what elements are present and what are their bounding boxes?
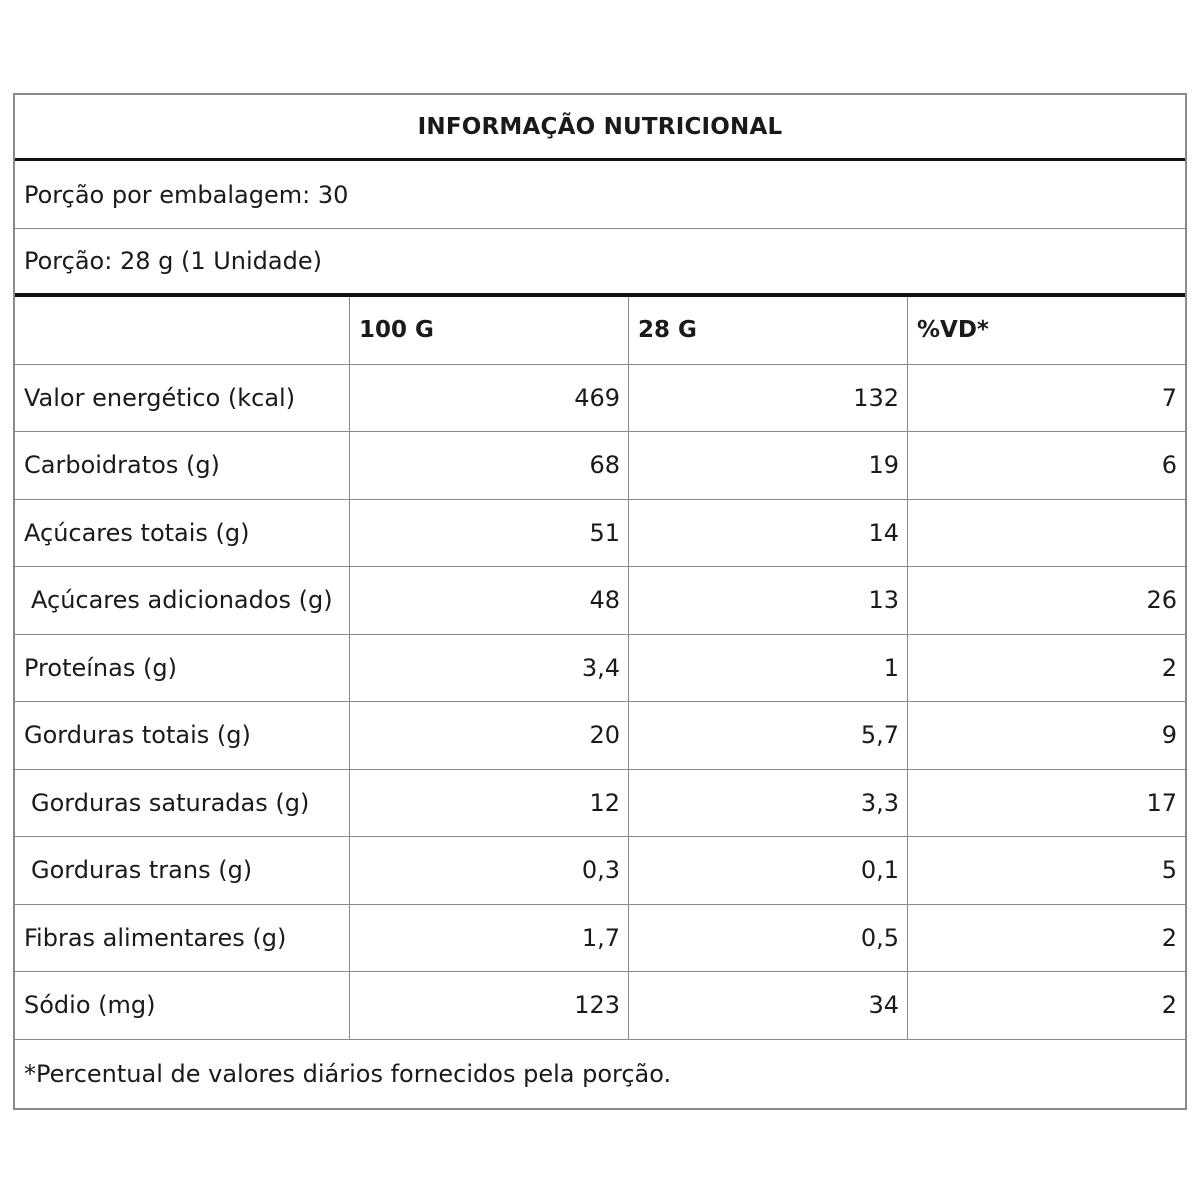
- table-row: [15, 365, 1185, 433]
- value-per-100g: 469: [350, 365, 629, 432]
- nutrient-label: Açúcares totais (g): [15, 500, 350, 567]
- nutrient-label: Gorduras saturadas (g): [15, 770, 350, 837]
- servings-per-package: Porção por embalagem: 30: [15, 161, 1185, 229]
- table-row: [15, 972, 1185, 1040]
- value-per-100g: 51: [350, 500, 629, 567]
- nutrient-label: Fibras alimentares (g): [15, 905, 350, 972]
- table-row: [15, 837, 1185, 905]
- value-per-serving: 5,7: [629, 702, 908, 769]
- nutrition-facts-table: [13, 93, 1187, 1110]
- nutrient-label: Valor energético (kcal): [15, 365, 350, 432]
- table-title: INFORMAÇÃO NUTRICIONAL: [15, 95, 1185, 161]
- value-per-serving: 19: [629, 432, 908, 499]
- value-daily-percent: 2: [1161, 923, 1177, 952]
- nutrient-label: Carboidratos (g): [15, 432, 350, 499]
- footnote: *Percentual de valores diários fornecidos pela porção.: [24, 1059, 672, 1088]
- table-row: [15, 702, 1185, 770]
- nutrient-label: Sódio (mg): [15, 972, 350, 1039]
- nutrient-label: Proteínas (g): [15, 635, 350, 702]
- value-daily-percent: 7: [1161, 383, 1177, 412]
- value-per-serving: 0,5: [629, 905, 908, 972]
- nutrient-label: Gorduras trans (g): [15, 837, 350, 904]
- value-daily-percent: 5: [1161, 856, 1177, 885]
- table-row: [15, 567, 1185, 635]
- table-row: [15, 432, 1185, 500]
- nutrient-label: Gorduras totais (g): [15, 702, 350, 769]
- value-daily-percent: 9: [1161, 721, 1177, 750]
- value-per-serving: 34: [629, 972, 908, 1039]
- value-per-serving: 0,1: [629, 837, 908, 904]
- value-daily-percent: 2: [1161, 991, 1177, 1020]
- value-daily-percent: [908, 500, 1185, 567]
- value-per-serving: 14: [629, 500, 908, 567]
- value-per-100g: 123: [350, 972, 629, 1039]
- value-per-100g: 20: [350, 702, 629, 769]
- value-per-100g: 48: [350, 567, 629, 634]
- column-header-daily-value: %VD*: [917, 317, 989, 344]
- table-row: [15, 635, 1185, 703]
- value-daily-percent: 6: [1161, 451, 1177, 480]
- value-per-100g: 12: [350, 770, 629, 837]
- value-per-100g: 1,7: [350, 905, 629, 972]
- serving-size: Porção: 28 g (1 Unidade): [15, 229, 1185, 297]
- value-per-serving: 13: [629, 567, 908, 634]
- value-per-serving: 3,3: [629, 770, 908, 837]
- table-row: [15, 905, 1185, 973]
- value-per-serving: 1: [629, 635, 908, 702]
- table-row: [15, 770, 1185, 838]
- value-daily-percent: 2: [1161, 653, 1177, 682]
- value-daily-percent: 26: [1146, 586, 1177, 615]
- value-per-100g: 0,3: [350, 837, 629, 904]
- column-header-row: [15, 297, 1185, 365]
- table-row: [15, 500, 1185, 568]
- value-per-serving: 132: [629, 365, 908, 432]
- value-per-100g: 68: [350, 432, 629, 499]
- nutrient-label: Açúcares adicionados (g): [15, 567, 350, 634]
- value-per-100g: 3,4: [350, 635, 629, 702]
- column-header-nutrient: [15, 297, 350, 364]
- value-daily-percent: 17: [1146, 788, 1177, 817]
- column-header-100g: 100 G: [350, 297, 629, 364]
- column-header-serving: 28 G: [629, 297, 908, 364]
